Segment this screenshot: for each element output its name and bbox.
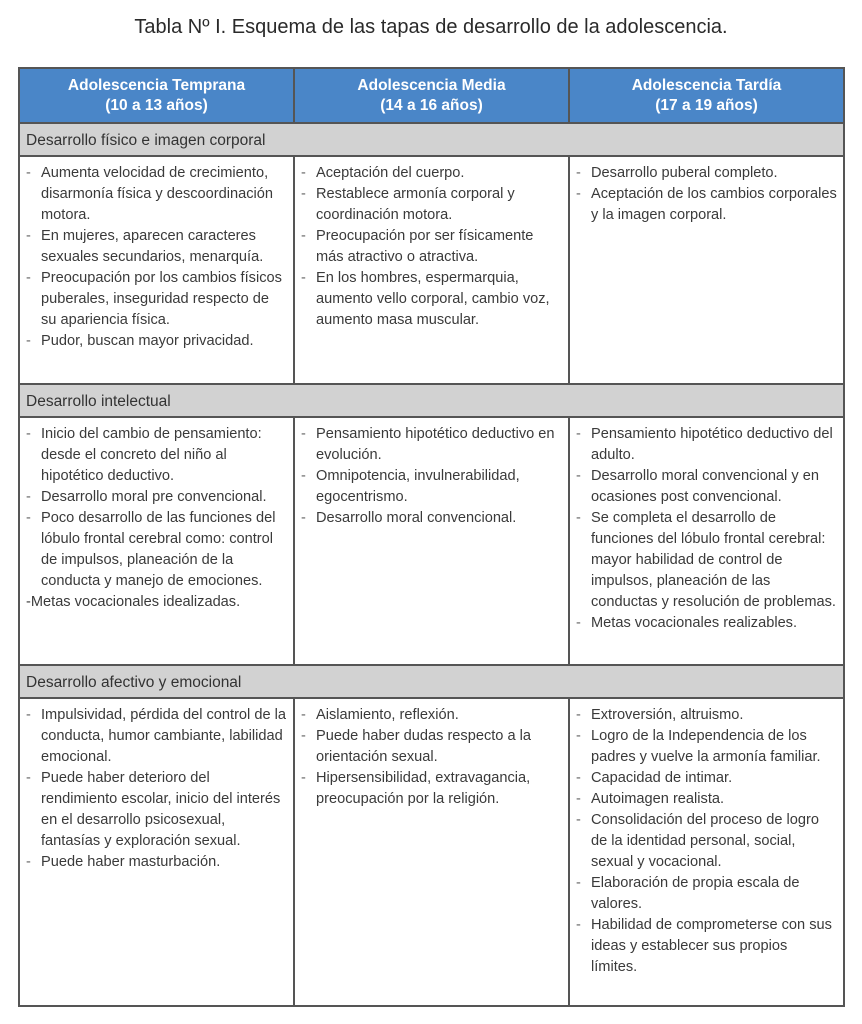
- adolescence-stages-table: [18, 67, 845, 1007]
- list-item: - Preocupación por ser físicamente más atractivo o atractiva.: [301, 226, 562, 268]
- list-item: - Consolidación del proceso de logro de la identidad personal, social, sexual y vocacional.: [576, 810, 837, 873]
- list-item: - Logro de la Independencia de los padres y vuelve la armonía familiar.: [576, 726, 837, 768]
- list-item: - Desarrollo puberal completo.: [576, 163, 837, 184]
- list-item: - Capacidad de intimar.: [576, 768, 837, 789]
- bullet-list: [26, 163, 287, 352]
- bullet-list: [26, 705, 287, 873]
- list-item: - En mujeres, aparecen caracteres sexuales secundarios, menarquía.: [26, 226, 287, 268]
- header-name: Adolescencia Temprana: [67, 76, 246, 94]
- section-title: Desarrollo físico e imagen corporal: [19, 123, 844, 156]
- header-middle: [294, 68, 569, 123]
- list-item: - Puede haber deterioro del rendimiento escolar, inicio del interés en el desarrollo psicosexual, fantasías y exploración sexual.: [26, 768, 287, 852]
- section-row: [19, 665, 844, 698]
- table-cell: [19, 417, 294, 665]
- header-range: (17 a 19 años): [655, 96, 758, 114]
- list-item: - Pudor, buscan mayor privacidad.: [26, 331, 287, 352]
- header-name: Adolescencia Media: [357, 76, 506, 94]
- table-cell: [19, 156, 294, 384]
- table-title: Tabla Nº I. Esquema de las tapas de desarrollo de la adolescencia.: [134, 16, 728, 38]
- list-item: - En los hombres, espermarquia, aumento vello corporal, cambio voz, aumento masa muscular.: [301, 268, 562, 331]
- list-item: - Hipersensibilidad, extravagancia, preocupación por la religión.: [301, 768, 562, 810]
- list-item: - Pensamiento hipotético deductivo del adulto.: [576, 424, 837, 466]
- list-item: - Impulsividad, pérdida del control de la conducta, humor cambiante, labilidad emocional.: [26, 705, 287, 768]
- list-item: - Omnipotencia, invulnerabilidad, egocentrismo.: [301, 466, 562, 508]
- header-range: (10 a 13 años): [105, 96, 208, 114]
- table-cell: [569, 156, 844, 384]
- table-cell: [569, 698, 844, 1006]
- bullet-list: [301, 705, 562, 810]
- section-title: Desarrollo afectivo y emocional: [19, 665, 844, 698]
- table-cell: [294, 156, 569, 384]
- list-item: - Inicio del cambio de pensamiento: desde el concreto del niño al hipotético deductivo.: [26, 424, 287, 487]
- list-item: - Habilidad de comprometerse con sus ideas y establecer sus propios límites.: [576, 915, 837, 978]
- bullet-list: [301, 424, 562, 529]
- header-row: [19, 68, 844, 123]
- bullet-list: [301, 163, 562, 331]
- list-item: -Metas vocacionales idealizadas.: [26, 594, 241, 610]
- table-cell: [294, 698, 569, 1006]
- bullet-list: [576, 163, 837, 226]
- header-late: [569, 68, 844, 123]
- list-item: - Restablece armonía corporal y coordinación motora.: [301, 184, 562, 226]
- list-item: - Desarrollo moral pre convencional.: [26, 487, 287, 508]
- list-item: - Extroversión, altruismo.: [576, 705, 837, 726]
- list-item: - Aceptación del cuerpo.: [301, 163, 562, 184]
- list-item: - Aceptación de los cambios corporales y la imagen corporal.: [576, 184, 837, 226]
- list-item: - Desarrollo moral convencional.: [301, 508, 562, 529]
- list-item: - Metas vocacionales realizables.: [576, 613, 837, 634]
- section-body-row: [19, 417, 844, 665]
- section-row: [19, 123, 844, 156]
- section-row: [19, 384, 844, 417]
- table-cell: [569, 417, 844, 665]
- list-item: - Aumenta velocidad de crecimiento, disarmonía física y descoordinación motora.: [26, 163, 287, 226]
- list-item: - Autoimagen realista.: [576, 789, 837, 810]
- list-item: - Aislamiento, reflexión.: [301, 705, 562, 726]
- section-body-row: [19, 698, 844, 1006]
- bullet-list: [576, 424, 837, 634]
- list-item: - Poco desarrollo de las funciones del lóbulo frontal cerebral como: control de impulsos, planeación de la conducta y manejo de emociones.: [26, 508, 287, 592]
- list-item: - Preocupación por los cambios físicos puberales, inseguridad respecto de su apariencia física.: [26, 268, 287, 331]
- list-item: - Se completa el desarrollo de funciones del lóbulo frontal cerebral: mayor habilidad de control de impulsos, planeación de las conductas y resolución de problemas.: [576, 508, 837, 613]
- section-body-row: [19, 156, 844, 384]
- section-title: Desarrollo intelectual: [19, 384, 844, 417]
- list-item: - Pensamiento hipotético deductivo en evolución.: [301, 424, 562, 466]
- list-item: - Puede haber masturbación.: [26, 852, 287, 873]
- table-cell: [19, 698, 294, 1006]
- bullet-list: [26, 424, 287, 613]
- bullet-list: [576, 705, 837, 978]
- list-item: - Desarrollo moral convencional y en ocasiones post convencional.: [576, 466, 837, 508]
- list-item: - Puede haber dudas respecto a la orientación sexual.: [301, 726, 562, 768]
- list-item: - Elaboración de propia escala de valores.: [576, 873, 837, 915]
- header-name: Adolescencia Tardía: [631, 76, 782, 94]
- header-early: [19, 68, 294, 123]
- table-cell: [294, 417, 569, 665]
- header-range: (14 a 16 años): [380, 96, 483, 114]
